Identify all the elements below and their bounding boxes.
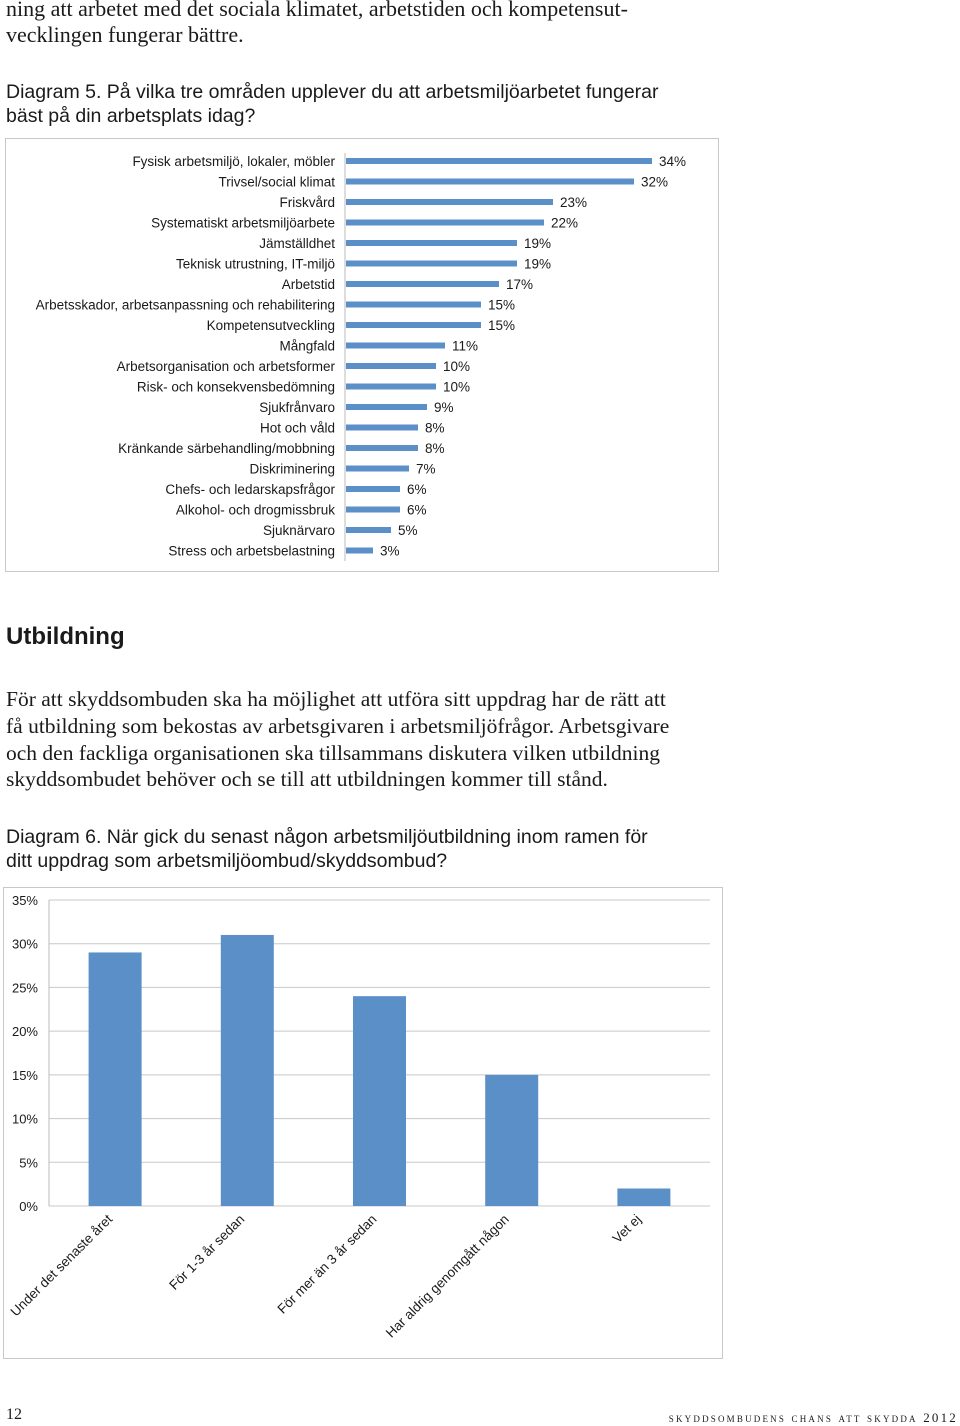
- bar: [346, 527, 391, 533]
- bar: [346, 384, 436, 390]
- value-label: 22%: [551, 215, 579, 231]
- value-label: 3%: [380, 543, 400, 559]
- category-label: Chefs- och ledarskapsfrågor: [165, 482, 335, 497]
- value-label: 7%: [416, 461, 436, 477]
- paragraph-line-2: få utbildning som bekostas av arbetsgivaren i arbetsmiljöfrågor. Arbetsgivare: [6, 713, 670, 738]
- diagram-5-title: [6, 80, 726, 128]
- diagram-5-title-line-2: bäst på din arbetsplats idag?: [6, 105, 256, 127]
- bar: [485, 1075, 538, 1206]
- bar: [346, 425, 418, 431]
- category-label: Systematiskt arbetsmiljöarbete: [151, 215, 335, 231]
- value-label: 6%: [407, 482, 427, 497]
- value-label: 34%: [659, 154, 687, 169]
- x-category-label: För 1-3 år sedan: [166, 1211, 248, 1293]
- category-label: Jämställdhet: [259, 236, 335, 251]
- category-label: Sjukfrånvaro: [259, 400, 335, 415]
- y-tick-label: 20%: [11, 1024, 38, 1040]
- paragraph-line-4: skyddsombudet behöver och se till att utbildningen kommer till stånd.: [6, 767, 608, 792]
- bar: [346, 486, 400, 492]
- bar: [353, 996, 406, 1206]
- value-label: 11%: [452, 338, 479, 354]
- diagram-6-title-line-1: Diagram 6. När gick du senast någon arbetsmiljöutbildning inom ramen för: [6, 826, 648, 848]
- bar: [346, 220, 544, 226]
- bar: [346, 343, 445, 349]
- y-tick-label: 15%: [11, 1067, 38, 1083]
- diagram-6-title-line-2: ditt uppdrag som arbetsmiljöombud/skyddsombud?: [6, 850, 448, 872]
- category-label: Friskvård: [279, 195, 335, 210]
- value-label: 10%: [443, 379, 471, 395]
- diagram-6-svg: [4, 888, 722, 1358]
- category-label: Kompetensutveckling: [206, 318, 335, 333]
- bar: [346, 261, 517, 267]
- bar: [346, 445, 418, 451]
- bar: [346, 240, 517, 246]
- y-tick-label: 10%: [11, 1111, 38, 1127]
- bar: [346, 548, 373, 554]
- diagram-5-svg: [6, 139, 718, 571]
- category-label: Sjuknärvaro: [262, 523, 335, 538]
- value-label: 17%: [506, 277, 534, 292]
- category-label: Kränkande särbehandling/mobbning: [118, 441, 335, 456]
- category-label: Mångfald: [279, 338, 335, 354]
- x-category-label: För mer än 3 år sedan: [274, 1211, 380, 1317]
- category-label: Trivsel/social klimat: [218, 174, 335, 190]
- intro-line-2: vecklingen fungerar bättre.: [6, 22, 244, 47]
- value-label: 9%: [434, 400, 454, 415]
- value-label: 19%: [524, 236, 552, 251]
- category-label: Risk- och konsekvensbedömning: [136, 379, 335, 395]
- category-label: Arbetstid: [281, 277, 335, 292]
- x-category-label: Har aldrig genomgått någon: [382, 1211, 512, 1341]
- category-label: Arbetsskador, arbetsanpassning och rehabilitering: [35, 297, 335, 313]
- value-label: 6%: [407, 502, 427, 518]
- y-tick-label: 0%: [19, 1199, 38, 1214]
- bar: [346, 158, 652, 164]
- value-label: 5%: [398, 523, 418, 538]
- category-label: Fysisk arbetsmiljö, lokaler, möbler: [132, 154, 335, 169]
- section-heading: Utbildning: [6, 623, 125, 650]
- y-tick-label: 25%: [11, 980, 38, 996]
- value-label: 19%: [524, 256, 552, 272]
- bar: [346, 281, 499, 287]
- bar: [221, 935, 274, 1206]
- paragraph-line-1: För att skyddsombuden ska ha möjlighet att utföra sitt uppdrag har de rätt att: [6, 687, 666, 711]
- diagram-5-chart: [5, 138, 719, 572]
- bar: [346, 199, 553, 205]
- value-label: 8%: [425, 441, 445, 456]
- value-label: 15%: [488, 318, 516, 333]
- value-label: 32%: [641, 174, 669, 190]
- footer-publication-title: skyddsombudens chans att skydda 2012: [668, 1410, 958, 1425]
- intro-line-1: ning att arbetet med det sociala klimatet, arbetstiden och kompetensut-: [6, 0, 628, 21]
- category-label: Alkohol- och drogmissbruk: [175, 502, 335, 518]
- bar: [617, 1189, 670, 1206]
- value-label: 10%: [443, 359, 471, 374]
- diagram-6-chart: [3, 887, 723, 1359]
- bar: [346, 466, 409, 472]
- value-label: 23%: [560, 195, 588, 210]
- category-label: Diskriminering: [249, 461, 335, 477]
- body-paragraph: [6, 686, 721, 793]
- category-label: Stress och arbetsbelastning: [168, 543, 335, 559]
- bar: [346, 179, 634, 185]
- y-tick-label: 5%: [19, 1155, 38, 1171]
- value-label: 15%: [488, 297, 516, 313]
- bar: [346, 322, 481, 328]
- bar: [346, 363, 436, 369]
- bar: [346, 404, 427, 410]
- x-category-label: Vet ej: [609, 1211, 645, 1247]
- paragraph-line-3: och den fackliga organisationen ska tillsammans diskutera vilken utbildning: [6, 740, 661, 765]
- diagram-6-title: [6, 825, 726, 873]
- category-label: Arbetsorganisation och arbetsformer: [116, 359, 335, 374]
- intro-text: [6, 0, 726, 48]
- y-tick-label: 30%: [11, 936, 38, 952]
- bar: [89, 952, 142, 1206]
- y-tick-label: 35%: [11, 893, 38, 908]
- bar: [346, 302, 481, 308]
- category-label: Teknisk utrustning, IT-miljö: [175, 256, 335, 272]
- x-category-label: Under det senaste året: [7, 1211, 116, 1320]
- bar: [346, 507, 400, 513]
- category-label: Hot och våld: [259, 420, 335, 436]
- value-label: 8%: [425, 420, 445, 436]
- page-number: 12: [6, 1406, 22, 1423]
- diagram-5-title-line-1: Diagram 5. På vilka tre områden upplever du att arbetsmiljöarbetet fungerar: [6, 81, 659, 103]
